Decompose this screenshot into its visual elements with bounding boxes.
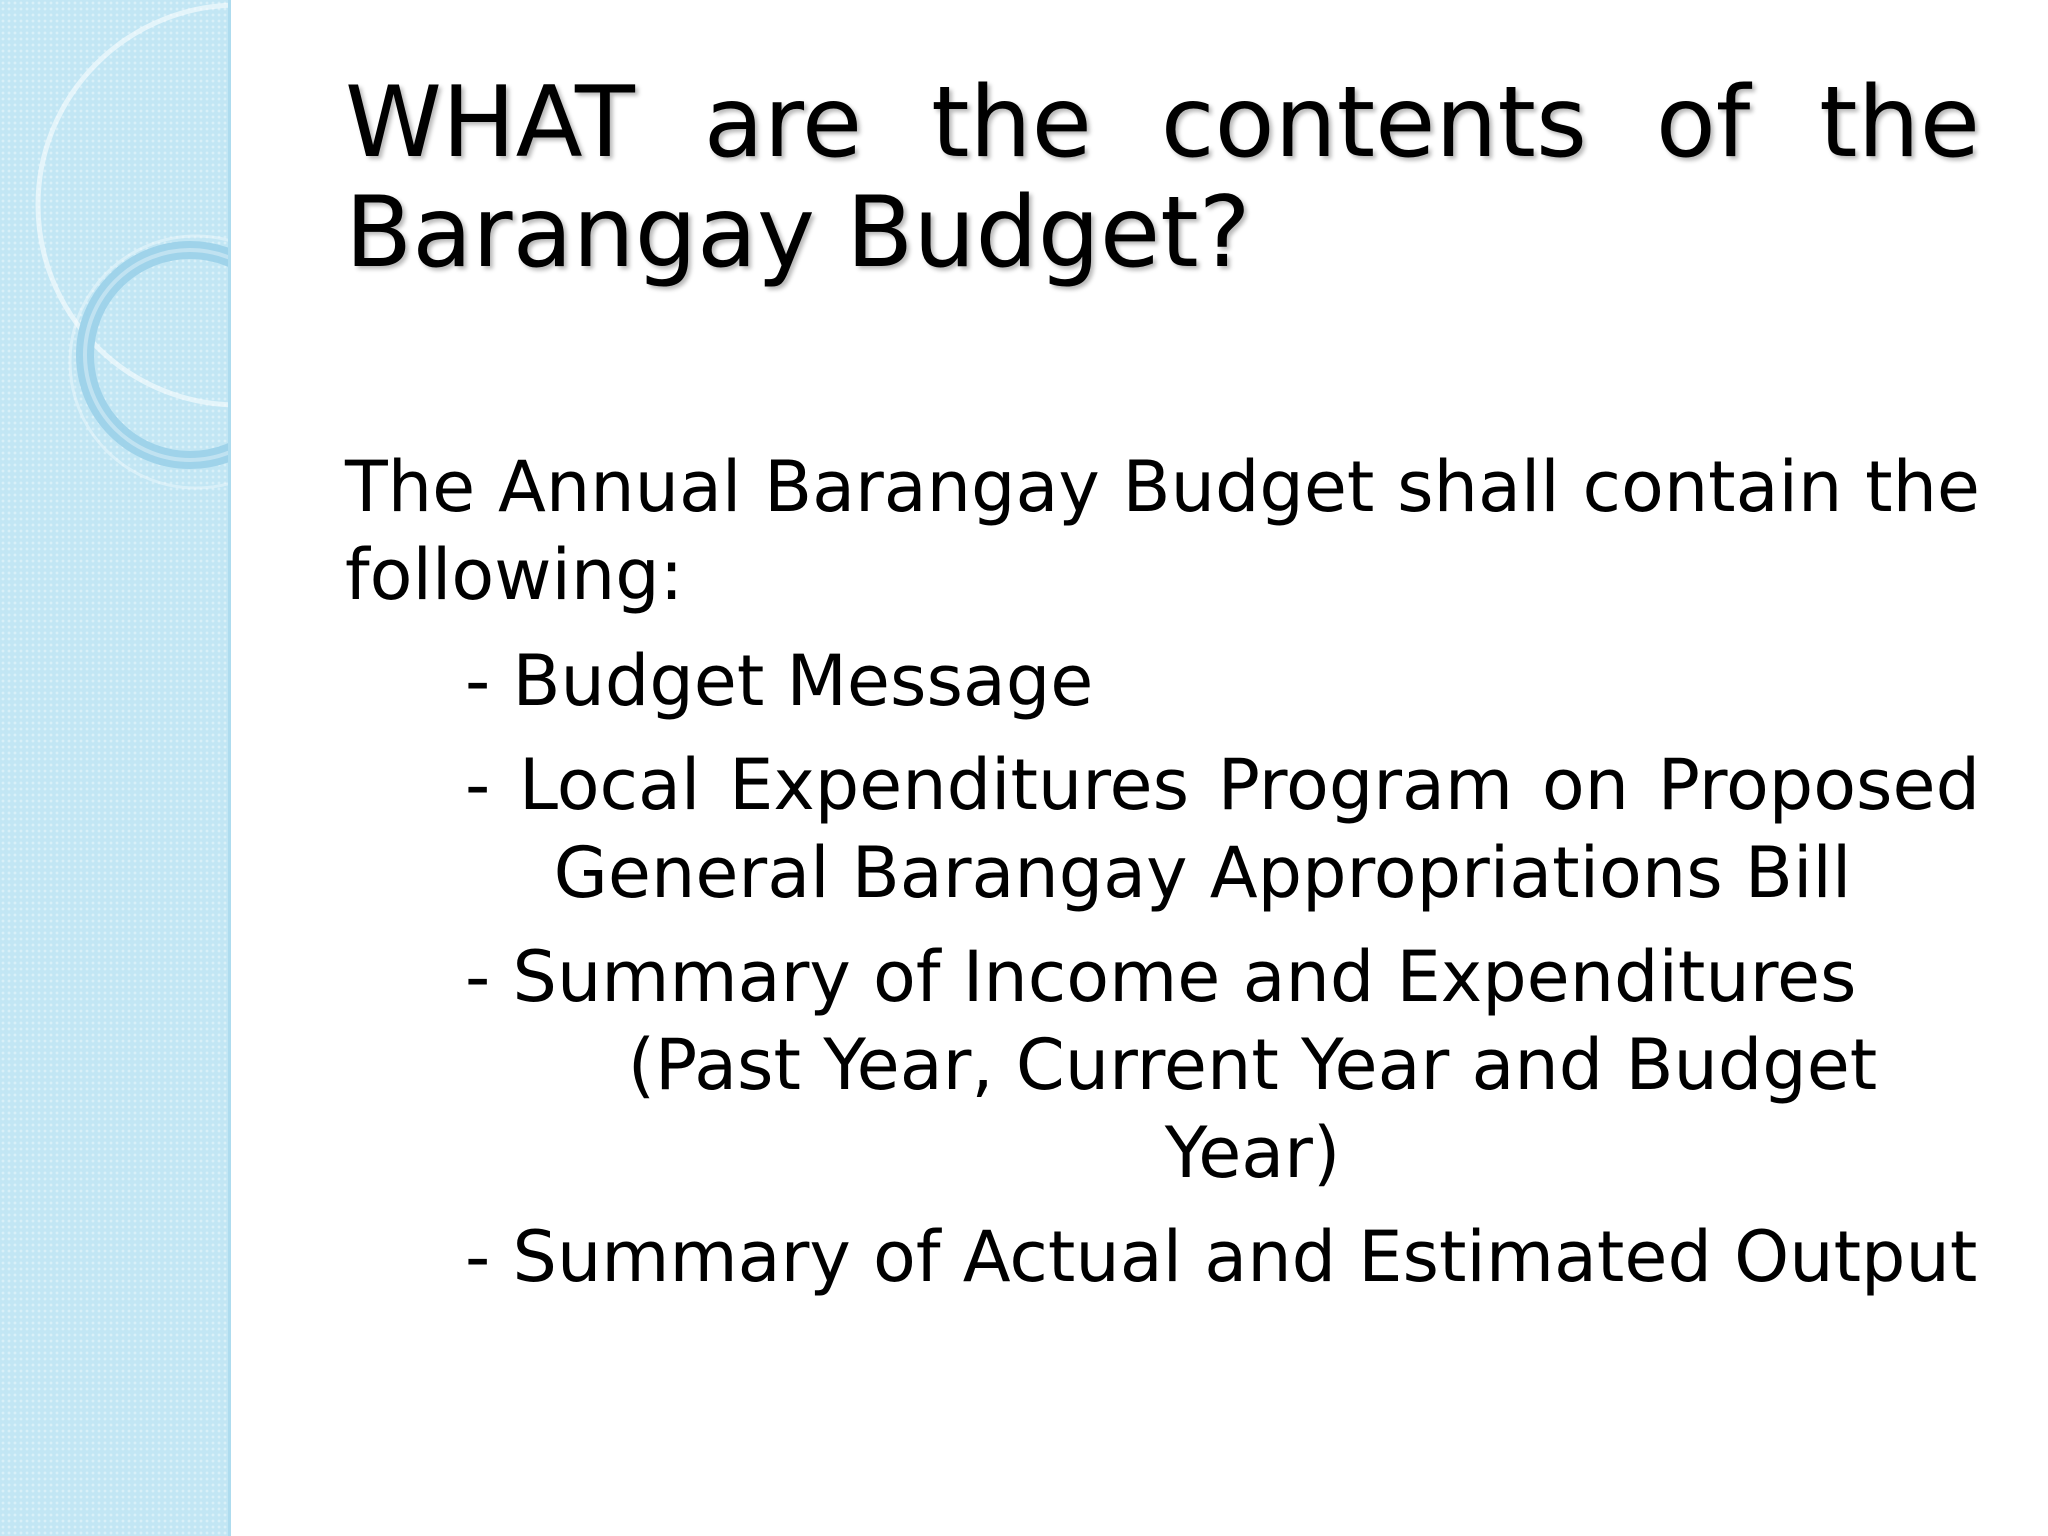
list-item-continuation: General Barangay Appropriations Bill [553, 832, 1852, 914]
list-item [465, 637, 1980, 725]
list-item [465, 1213, 1980, 1301]
intro-text: The Annual Barangay Budget shall contain the following: [345, 446, 1980, 616]
side-band-decoration [0, 0, 231, 1536]
list-item-label: - Local Expenditures Program on Proposed [465, 744, 1980, 826]
list-item-label: - Summary of Income and Expenditures [465, 936, 1857, 1018]
content-list [345, 637, 1980, 1301]
list-item-label: - Summary of Actual and Estimated Output [465, 1216, 1978, 1298]
slide-title: WHAT are the contents of the Barangay Budget? [345, 66, 1980, 290]
list-item [465, 741, 1980, 917]
ring-decoration-icon [0, 0, 228, 520]
list-item-continuation: (Past Year, Current Year and Budget Year) [627, 1024, 1878, 1194]
slide-body [345, 443, 1980, 1317]
list-item [465, 933, 1980, 1197]
list-item-label: - Budget Message [465, 640, 1094, 722]
